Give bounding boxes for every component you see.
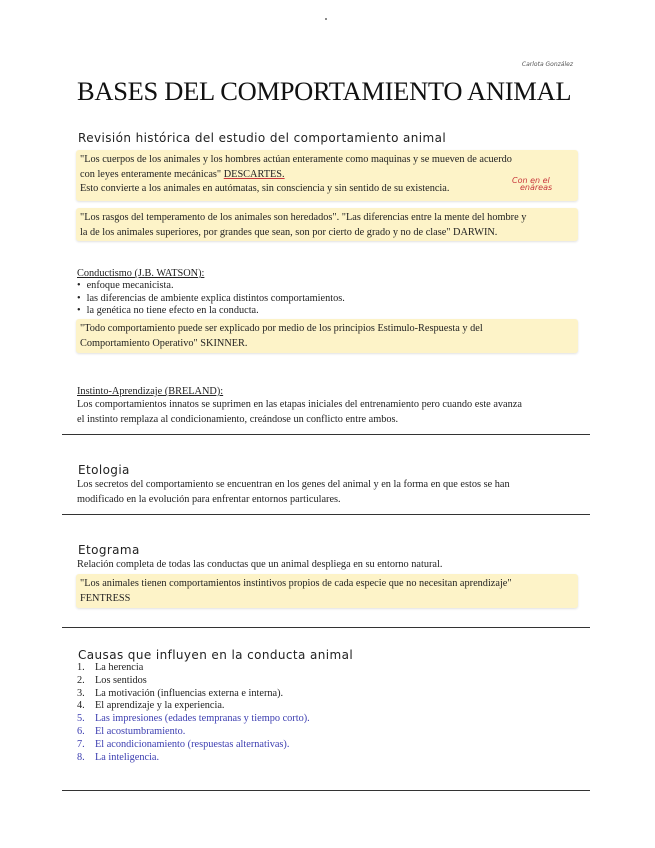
quote-box-fentress: [76, 574, 578, 608]
etologia-heading: Etologia: [78, 463, 130, 477]
causas-heading: Causas que influyen en la conducta animal: [78, 648, 354, 662]
divider: [62, 627, 590, 628]
list-item: 1. La herencia: [77, 662, 144, 673]
quote-line: FENTRESS: [80, 592, 131, 604]
list-item: 2. Los sentidos: [77, 674, 147, 686]
divider: [62, 514, 590, 515]
quote-line: Comportamiento Operativo" SKINNER.: [80, 337, 248, 349]
list-item: 7. El acondicionamiento (respuestas alternativas).: [77, 738, 290, 750]
list-item: • enfoque mecanicista.: [77, 280, 345, 293]
etograma-heading: Etograma: [78, 543, 140, 557]
quote-box-darwin: [76, 208, 578, 241]
quote-line: la de los animales superiores, por grandes que sean, son por cierto de grado y no de clase" DARWIN.: [80, 226, 498, 238]
page-title: BASES DEL COMPORTAMIENTO ANIMAL: [77, 76, 572, 106]
quote-box-descartes: [76, 150, 578, 201]
section-heading-historical: Revisión histórica del estudio del comportamiento animal: [78, 131, 447, 145]
list-item: 5. Las impresiones (edades tempranas y tiempo corto).: [77, 713, 310, 725]
list-item: 8. La inteligencia.: [77, 751, 160, 763]
etologia-text: Los secretos del comportamiento se encuentran en los genes del animal y en la forma en que estos se han modificado en la evolución para enfrentar entornos particulares.: [77, 479, 510, 505]
list-item: • las diferencias de ambiente explica distintos comportamientos.: [77, 293, 345, 306]
divider: [62, 790, 590, 791]
quote-box-skinner: [76, 319, 578, 353]
instinto-text: Los comportamientos innatos se suprimen en las etapas iniciales del entrenamiento pero cuando este avanza el instinto remplaza al condicionamiento, creándose un conflicto entre ambos.: [77, 399, 522, 425]
author-signature: Carlota González: [521, 61, 573, 68]
list-item: • la genética no tiene efecto en la conducta.: [77, 305, 345, 318]
red-handwritten-note: Con en el enáreas: [512, 176, 553, 192]
page-dot: [325, 18, 327, 20]
quote-line: "Los rasgos del temperamento de los animales son heredados". "Las diferencias entre la mente del hombre y: [80, 212, 527, 223]
descartes-name: DESCARTES.: [223, 168, 285, 180]
quote-line: "Los cuerpos de los animales y los hombres actúan enteramente como maquinas y se mueven de acuerdo: [80, 154, 512, 165]
conductismo-bullet-list: [77, 280, 345, 318]
instinto-heading: Instinto-Aprendizaje (BRELAND):: [77, 386, 224, 397]
conductismo-heading: Conductismo (J.B. WATSON):: [77, 268, 205, 279]
list-item: 6. El acostumbramiento.: [77, 725, 186, 737]
divider: [62, 434, 590, 435]
causas-list: [77, 662, 310, 764]
quote-line: con leyes enteramente mecánicas" DESCARTES.: [80, 168, 285, 180]
list-item: 4. El aprendizaje y la experiencia.: [77, 700, 225, 712]
list-item: 3. La motivación (influencias externa e interna).: [77, 687, 284, 699]
etograma-definition: Relación completa de todas las conductas que un animal despliega en su entorno natural.: [77, 559, 443, 570]
quote-line: "Todo comportamiento puede ser explicado por medio de los principios Estimulo-Respuesta y del: [80, 323, 483, 334]
quote-line: "Los animales tienen comportamientos instintivos propios de cada especie que no necesitan aprendizaje": [80, 578, 512, 589]
quote-line: Esto convierte a los animales en autómatas, sin consciencia y sin sentido de su existencia.: [80, 183, 450, 194]
